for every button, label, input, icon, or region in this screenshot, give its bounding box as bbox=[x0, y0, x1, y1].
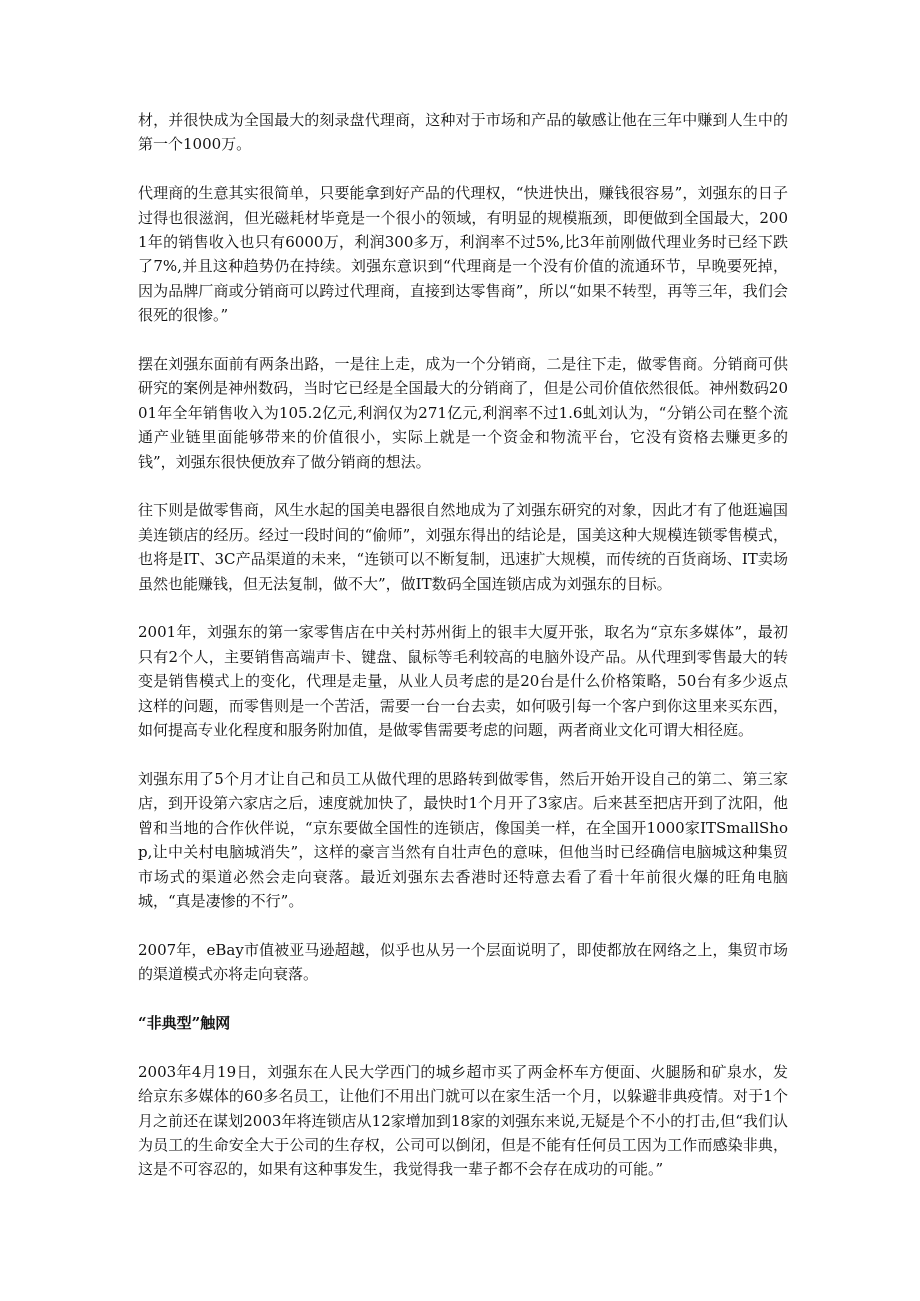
paragraph-1: 材，并很快成为全国最大的刻录盘代理商，这种对于市场和产品的敏感让他在三年中赚到人生中的第一个1000万。 bbox=[138, 111, 788, 154]
section-heading: “非典型”触网 bbox=[138, 1013, 231, 1032]
paragraph-2: 代理商的生意其实很简单，只要能拿到好产品的代理权，“快进快出，赚钱很容易”，刘强东的日子过得也很滋润，但光磁耗材毕竟是一个很小的领域，有明显的规模瓶颈，即便做到全国最大，2001年的销售收入也只有6000万，利润300多万，利润率不过5%,比3年前刚做代理业务时已经下跌了7%,并且这种趋势仍在持续。刘强东意识到“代理商是一个没有价值的流通环节，早晚要死掉，因为品牌厂商或分销商可以跨过代理商，直接到达零售商”，所以“如果不转型，再等三年，我们会很死的很惨。” bbox=[138, 184, 788, 325]
paragraph-7: 2007年，eBay市值被亚马逊超越，似乎也从另一个层面说明了，即使都放在网络之上，集贸市场的渠道模式亦将走向衰落。 bbox=[138, 940, 788, 984]
paragraph-3: 摆在刘强东面前有两条出路，一是往上走，成为一个分销商，二是往下走，做零售商。分销商可供研究的案例是神州数码，当时它已经是全国最大的分销商了，但是公司价值依然很低。神州数码2001年全年销售收入为105.2亿元,利润仅为271亿元,利润率不过1.6虬刘认为，“分销公司在整个流通产业链里面能够带来的价值很小，实际上就是一个资金和物流平台，它没有资格去赚更多的钱”，刘强东很快便放弃了做分销商的想法。 bbox=[138, 355, 788, 471]
paragraph-8: 2003年4月19日，刘强东在人民大学西门的城乡超市买了两金杯车方便面、火腿肠和矿泉水，发给京东多媒体的60多名员工，让他们不用出门就可以在家生活一个月，以躲避非典疫情。对于1个月之前还在谋划2003年将连锁店从12家增加到18家的刘强东来说,无疑是个不小的打击,但“我们认为员工的生命安全大于公司的生存权，公司可以倒闭，但是不能有任何员工因为工作而感染非典，这是不可容忍的，如果有这种事发生，我觉得我一辈子都不会存在成功的可能。” bbox=[138, 1062, 788, 1179]
paragraph-6: 刘强东用了5个月才让自己和员工从做代理的思路转到做零售，然后开始开设自己的第二、第三家店，到开设第六家店之后，速度就加快了，最快时1个月开了3家店。后来甚至把店开到了沈阳，他曾和当地的合作伙伴说，“京东要做全国性的连锁店，像国美一样，在全国开1000家ITSmallShop,让中关村电脑城消失”，这样的豪言当然有自壮声色的意味，但他当时已经确信电脑城这种集贸市场式的渠道必然会走向衰落。最近刘强东去香港时还特意去看了看十年前很火爆的旺角电脑城，“真是凄惨的不行”。 bbox=[138, 769, 788, 910]
document-page bbox=[138, 108, 788, 1206]
paragraph-5: 2001年，刘强东的第一家零售店在中关村苏州街上的银丰大厦开张，取名为“京东多媒体”，最初只有2个人，主要销售高端声卡、键盘、鼠标等毛利较高的电脑外设产品。从代理到零售最大的转变是销售模式上的变化，代理是走量，从业人员考虑的是20台是什么价格策略，50台有多少返点这样的问题，而零售则是一个苦活，需要一台一台去卖，如何吸引每一个客户到你这里来买东西，如何提高专业化程度和服务附加值，是做零售需要考虑的问题，两者商业文化可谓大相径庭。 bbox=[138, 623, 788, 740]
paragraph-4: 往下则是做零售商，风生水起的国美电器很自然地成为了刘强东研究的对象，因此才有了他逛遍国美连锁店的经历。经过一段时间的“偷师”，刘强东得出的结论是，国美这种大规模连锁零售模式，也将是IT、3C产品渠道的未来，“连锁可以不断复制，迅速扩大规模，而传统的百货商场、IT卖场虽然也能赚钱，但无法复制，做不大”，做IT数码全国连锁店成为刘强东的目标。 bbox=[138, 501, 788, 593]
